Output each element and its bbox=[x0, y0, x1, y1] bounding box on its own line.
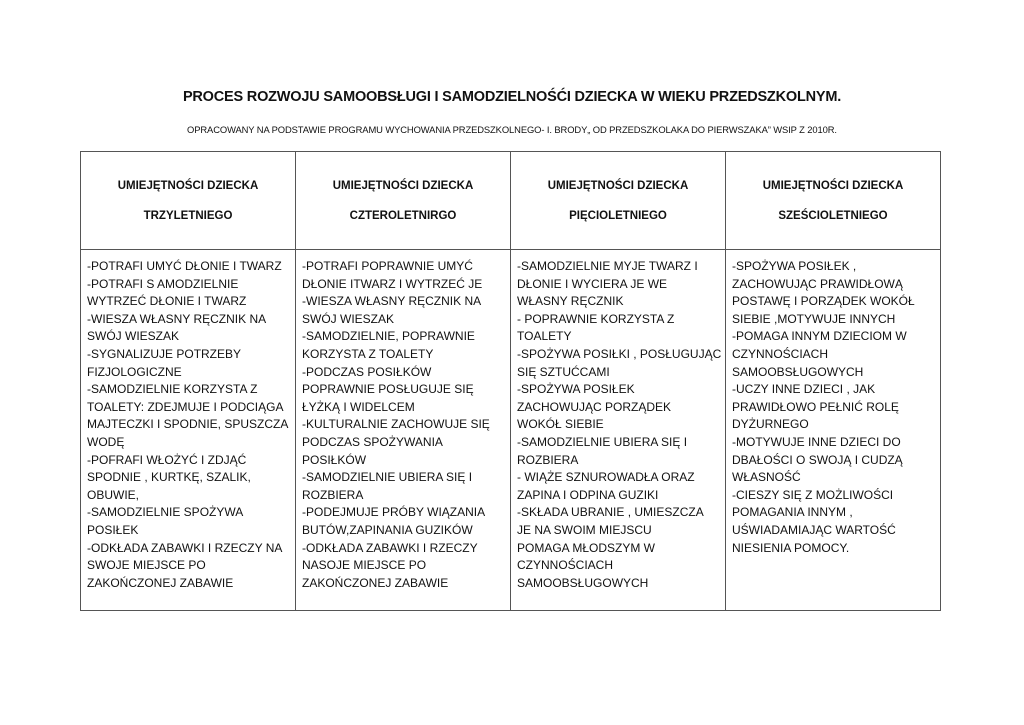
skill-line: -ODKŁADA ZABAWKI I RZECZY NA bbox=[87, 540, 283, 555]
skill-line: SIĘ SZTUĆCAMI bbox=[517, 364, 610, 379]
skill-line: -SAMODZIELNIE KORZYSTA Z bbox=[87, 382, 258, 397]
header-six-year-old bbox=[726, 152, 941, 250]
header-line: UMIEJĘTNOŚCI DZIECKA bbox=[547, 180, 689, 192]
skills-cell-six-year-old bbox=[726, 250, 941, 611]
skill-line: -SAMODZIELNIE, POPRAWNIE bbox=[302, 329, 475, 344]
skill-line: -SKŁADA UBRANIE , UMIESZCZA bbox=[517, 505, 704, 520]
skill-line: OBUWIE, bbox=[87, 487, 140, 502]
header-age: SZEŚCIOLETNIEGO bbox=[778, 210, 888, 222]
skill-line: TOALETY: ZDEJMUJE I PODCIĄGA bbox=[87, 399, 284, 414]
skill-line: ROZBIERA bbox=[302, 487, 364, 502]
skill-line: POMAGANIA INNYM , bbox=[732, 505, 853, 520]
skill-line: UŚWIADAMIAJĄC WARTOŚĆ bbox=[732, 522, 896, 537]
skill-line: -SAMODZIELNIE MYJE TWARZ I bbox=[517, 259, 698, 273]
skill-line: KORZYSTA Z TOALETY bbox=[302, 346, 434, 361]
header-age: TRZYLETNIEGO bbox=[143, 210, 233, 222]
header-line: UMIEJĘTNOŚCI DZIECKA bbox=[332, 180, 474, 192]
skill-line: WOKÓŁ SIEBIE bbox=[517, 417, 604, 432]
skill-line: PRAWIDŁOWO PEŁNIĆ ROLĘ bbox=[732, 399, 899, 414]
skills-table bbox=[80, 151, 941, 611]
skill-line: -SAMODZIELNIE UBIERA SIĘ I bbox=[517, 434, 688, 449]
skill-line: NIESIENIA POMOCY. bbox=[732, 540, 850, 555]
table-body-row bbox=[81, 250, 941, 611]
skill-line: -POFRAFI WŁOŻYĆ I ZDJĄĆ bbox=[87, 452, 247, 467]
document-title: PROCES ROZWOJU SAMOOBSŁUGI I SAMODZIELNOŚĆI DZIECKA W WIEKU PRZEDSZKOLNYM. bbox=[182, 89, 842, 105]
header-age: PIĘCIOLETNIEGO bbox=[569, 210, 667, 222]
header-three-year-old bbox=[81, 152, 296, 250]
skill-line: -CIESZY SIĘ Z MOŻLIWOŚCI bbox=[732, 487, 894, 502]
skill-line: -SAMODZIELNIE UBIERA SIĘ I bbox=[302, 470, 473, 485]
skill-line: WODĘ bbox=[87, 434, 125, 449]
skill-line: ZACHOWUJĄC PORZĄDEK bbox=[517, 399, 672, 414]
skill-line: SIEBIE ,MOTYWUJE INNYCH bbox=[732, 311, 896, 326]
skill-line: SPODNIE , KURTKĘ, SZALIK, bbox=[87, 470, 251, 485]
skill-line: -SPOŻYWA POSIŁEK , bbox=[732, 259, 857, 273]
skill-line: NASOJE MIEJSCE PO bbox=[302, 558, 427, 573]
skill-line: POSIŁEK bbox=[87, 522, 139, 537]
skill-line: BUTÓW,ZAPINANIA GUZIKÓW bbox=[302, 522, 473, 537]
skill-line: -WIESZA WŁASNY RĘCZNIK NA bbox=[302, 294, 482, 309]
skill-line: -WIESZA WŁASNY RĘCZNIK NA bbox=[87, 311, 267, 326]
skill-line: -KULTURALNIE ZACHOWUJE SIĘ bbox=[302, 417, 490, 432]
skill-line: TOALETY bbox=[517, 329, 572, 344]
skill-line: -ODKŁADA ZABAWKI I RZECZY bbox=[302, 540, 478, 555]
skill-line: WŁASNOŚĆ bbox=[732, 470, 801, 485]
skills-cell-three-year-old bbox=[81, 250, 296, 611]
skill-line: -POTRAFI UMYĆ DŁONIE I TWARZ bbox=[87, 259, 282, 273]
skill-line: -PODEJMUJE PRÓBY WIĄZANIA bbox=[302, 505, 486, 520]
skill-line: PODCZAS SPOŻYWANIA bbox=[302, 434, 443, 449]
skill-line: SWOJE MIEJSCE PO bbox=[87, 558, 206, 573]
skill-line: ZAPINA I ODPINA GUZIKI bbox=[517, 487, 659, 502]
header-five-year-old bbox=[511, 152, 726, 250]
skill-line: DŁONIE ITWARZ I WYTRZEĆ JE bbox=[302, 276, 483, 291]
skill-line: -MOTYWUJE INNE DZIECI DO bbox=[732, 434, 901, 449]
skill-line: -SYGNALIZUJE POTRZEBY bbox=[87, 346, 242, 361]
skill-line: WŁASNY RĘCZNIK bbox=[517, 294, 624, 309]
header-age: CZTEROLETNIRGO bbox=[349, 210, 457, 222]
skill-line: -UCZY INNE DZIECI , JAK bbox=[732, 382, 876, 397]
skill-line: SWÓJ WIESZAK bbox=[87, 329, 180, 344]
skill-line: SAMOOBSŁUGOWYCH bbox=[732, 364, 864, 379]
skill-line: POSTAWĘ I PORZĄDEK WOKÓŁ bbox=[732, 294, 915, 309]
skill-line: -SPOŻYWA POSIŁKI , POSŁUGUJĄC bbox=[517, 346, 722, 361]
header-line: UMIEJĘTNOŚCI DZIECKA bbox=[762, 180, 904, 192]
skill-line: DŁONIE I WYCIERA JE WE bbox=[517, 276, 668, 291]
skill-line: POPRAWNIE POSŁUGUJE SIĘ bbox=[302, 382, 474, 397]
skill-line: -POTRAFI S AMODZIELNIE bbox=[87, 276, 239, 291]
header-line: UMIEJĘTNOŚCI DZIECKA bbox=[117, 180, 259, 192]
skill-line: -POMAGA INNYM DZIECIOM W bbox=[732, 329, 907, 344]
skill-line: -SAMODZIELNIE SPOŻYWA bbox=[87, 505, 244, 520]
skill-line: -PODCZAS POSIŁKÓW bbox=[302, 364, 432, 379]
document-subtitle: OPRACOWANY NA PODSTAWIE PROGRAMU WYCHOWANIA PRZEDSZKOLNEGO- I. BRODY„ OD PRZEDSZKOLAKA DO PIERWSZAKA” WSIP Z 2010R. bbox=[187, 124, 837, 135]
skill-line: -SPOŻYWA POSIŁEK bbox=[517, 382, 635, 397]
skill-line: SAMOOBSŁUGOWYCH bbox=[517, 575, 649, 590]
table-header-row bbox=[81, 152, 941, 250]
skill-line: POSIŁKÓW bbox=[302, 452, 367, 467]
skill-line: CZYNNOŚCIACH bbox=[732, 346, 829, 361]
skill-line: FIZJOLOGICZNE bbox=[87, 364, 182, 379]
skill-line: ŁYŻKĄ I WIDELCEM bbox=[302, 399, 415, 414]
header-four-year-old bbox=[296, 152, 511, 250]
skill-line: - POPRAWNIE KORZYSTA Z bbox=[517, 311, 675, 326]
skill-line: ZAKOŃCZONEJ ZABAWIE bbox=[302, 575, 449, 590]
skills-cell-five-year-old bbox=[511, 250, 726, 611]
skill-line: ZACHOWUJĄC PRAWIDŁOWĄ bbox=[732, 276, 903, 291]
skill-line: ROZBIERA bbox=[517, 452, 579, 467]
skill-line: JE NA SWOIM MIEJSCU bbox=[517, 522, 652, 537]
skill-line: ZAKOŃCZONEJ ZABAWIE bbox=[87, 575, 234, 590]
skills-cell-four-year-old bbox=[296, 250, 511, 611]
skill-line: DYŻURNEGO bbox=[732, 417, 809, 432]
skill-line: - WIĄŻE SZNUROWADŁA ORAZ bbox=[517, 470, 695, 485]
skill-line: SWÓJ WIESZAK bbox=[302, 311, 395, 326]
skill-line: MAJTECZKI I SPODNIE, SPUSZCZA bbox=[87, 417, 289, 432]
skill-line: CZYNNOŚCIACH bbox=[517, 558, 614, 573]
skill-line: POMAGA MŁODSZYM W bbox=[517, 540, 656, 555]
skill-line: -POTRAFI POPRAWNIE UMYĆ bbox=[302, 259, 473, 273]
skill-line: DBAŁOŚCI O SWOJĄ I CUDZĄ bbox=[732, 452, 903, 467]
skill-line: WYTRZEĆ DŁONIE I TWARZ bbox=[87, 294, 247, 309]
